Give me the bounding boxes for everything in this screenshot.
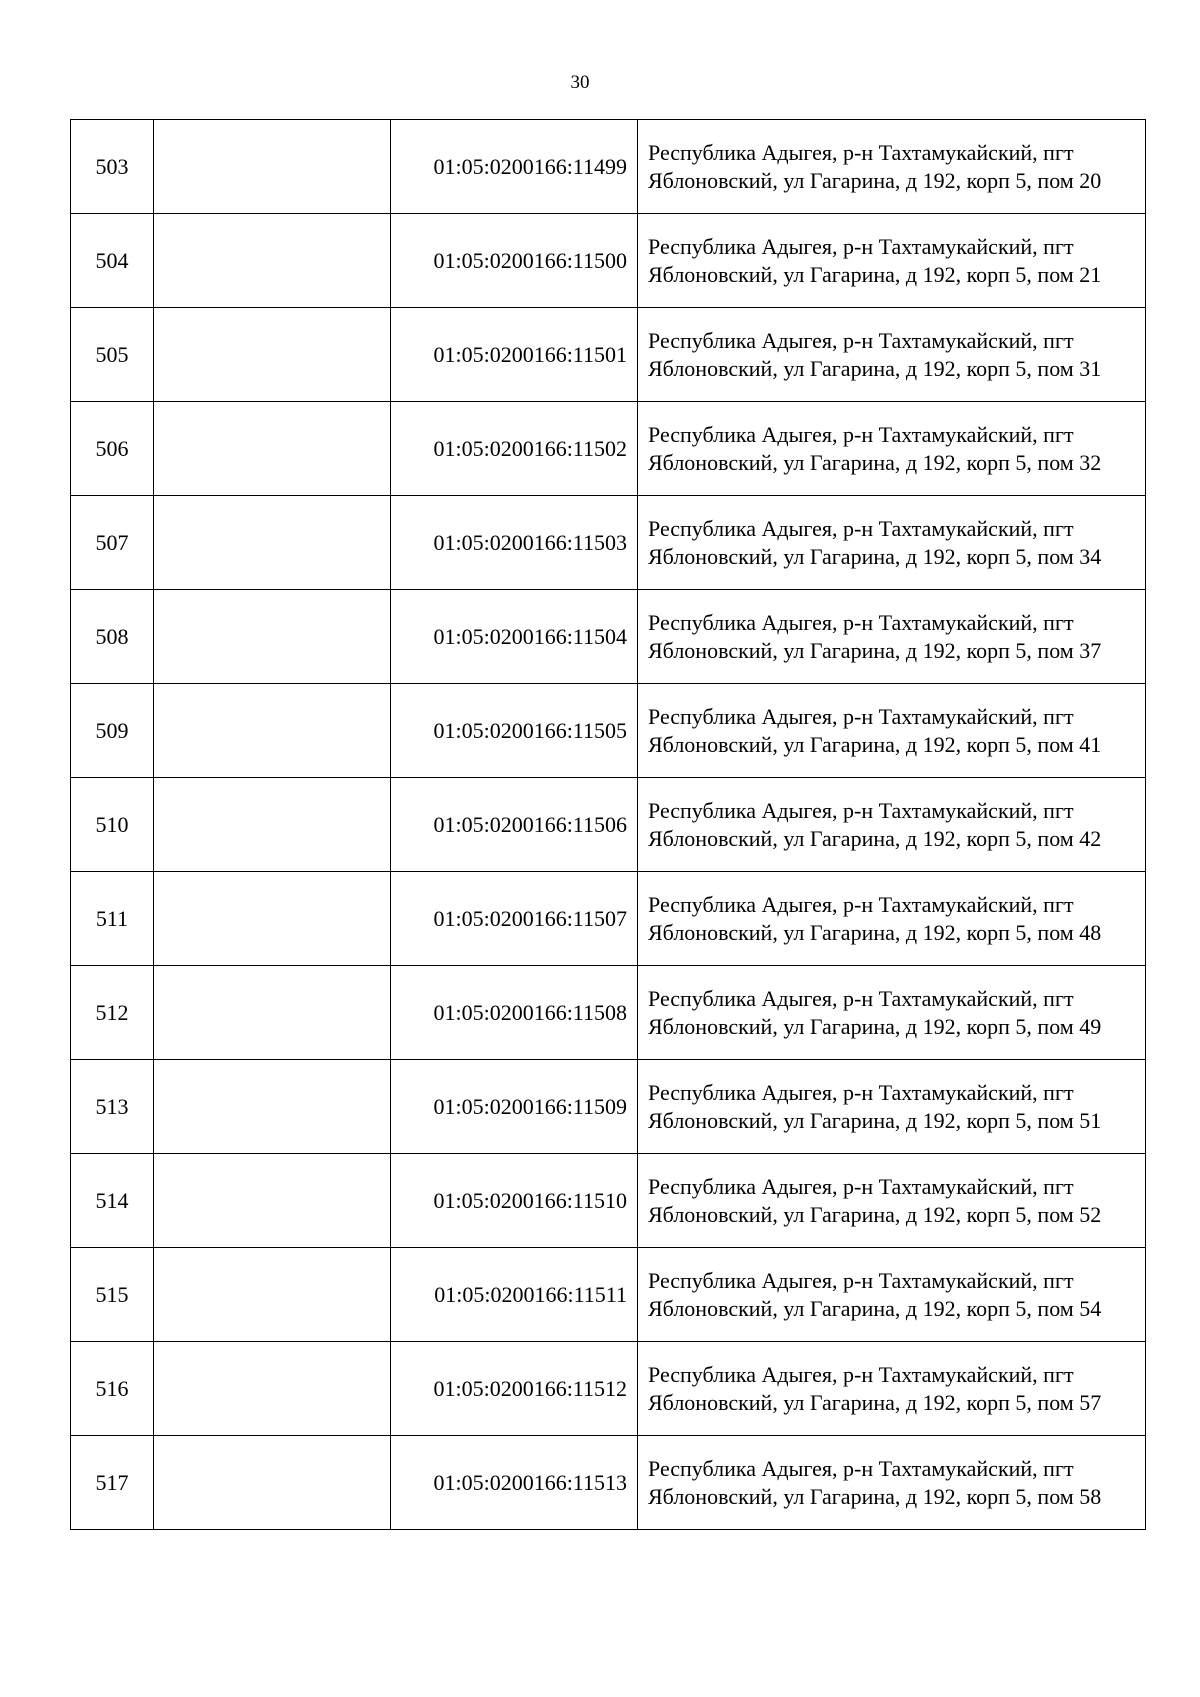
empty-cell [154,778,391,872]
table-row [71,1342,1146,1436]
empty-cell [154,966,391,1060]
row-number-cell: 507 [71,496,154,590]
empty-cell [154,1060,391,1154]
cadastral-number-cell: 01:05:0200166:11510 [391,1154,638,1248]
empty-cell [154,120,391,214]
table-row [71,120,1146,214]
row-number-cell: 510 [71,778,154,872]
address-cell: Республика Адыгея, р-н Тахтамукайский, пгт Яблоновский, ул Гагарина, д 192, корп 5, пом 32 [638,402,1146,496]
registry-table [70,119,1146,1530]
empty-cell [154,1436,391,1530]
empty-cell [154,590,391,684]
address-cell: Республика Адыгея, р-н Тахтамукайский, пгт Яблоновский, ул Гагарина, д 192, корп 5, пом 57 [638,1342,1146,1436]
address-cell: Республика Адыгея, р-н Тахтамукайский, пгт Яблоновский, ул Гагарина, д 192, корп 5, пом 52 [638,1154,1146,1248]
empty-cell [154,214,391,308]
table-row [71,778,1146,872]
table-row [71,1248,1146,1342]
row-number-cell: 511 [71,872,154,966]
cadastral-number-cell: 01:05:0200166:11503 [391,496,638,590]
row-number-cell: 505 [71,308,154,402]
cadastral-number-cell: 01:05:0200166:11511 [391,1248,638,1342]
row-number-cell: 506 [71,402,154,496]
address-cell: Республика Адыгея, р-н Тахтамукайский, пгт Яблоновский, ул Гагарина, д 192, корп 5, пом 37 [638,590,1146,684]
row-number-cell: 503 [71,120,154,214]
row-number-cell: 509 [71,684,154,778]
table-row [71,590,1146,684]
cadastral-number-cell: 01:05:0200166:11504 [391,590,638,684]
empty-cell [154,684,391,778]
row-number-cell: 512 [71,966,154,1060]
row-number-cell: 517 [71,1436,154,1530]
empty-cell [154,496,391,590]
row-number-cell: 513 [71,1060,154,1154]
address-cell: Республика Адыгея, р-н Тахтамукайский, пгт Яблоновский, ул Гагарина, д 192, корп 5, пом 20 [638,120,1146,214]
table-row [71,1060,1146,1154]
row-number-cell: 514 [71,1154,154,1248]
address-cell: Республика Адыгея, р-н Тахтамукайский, пгт Яблоновский, ул Гагарина, д 192, корп 5, пом 48 [638,872,1146,966]
cadastral-number-cell: 01:05:0200166:11505 [391,684,638,778]
address-cell: Республика Адыгея, р-н Тахтамукайский, пгт Яблоновский, ул Гагарина, д 192, корп 5, пом 31 [638,308,1146,402]
address-cell: Республика Адыгея, р-н Тахтамукайский, пгт Яблоновский, ул Гагарина, д 192, корп 5, пом 49 [638,966,1146,1060]
empty-cell [154,1154,391,1248]
registry-table-body [71,120,1146,1530]
table-row [71,402,1146,496]
address-cell: Республика Адыгея, р-н Тахтамукайский, пгт Яблоновский, ул Гагарина, д 192, корп 5, пом 21 [638,214,1146,308]
cadastral-number-cell: 01:05:0200166:11512 [391,1342,638,1436]
cadastral-number-cell: 01:05:0200166:11513 [391,1436,638,1530]
empty-cell [154,308,391,402]
page-number: 30 [570,72,590,93]
address-cell: Республика Адыгея, р-н Тахтамукайский, пгт Яблоновский, ул Гагарина, д 192, корп 5, пом 34 [638,496,1146,590]
cadastral-number-cell: 01:05:0200166:11507 [391,872,638,966]
table-row [71,684,1146,778]
table-row [71,1154,1146,1248]
empty-cell [154,1342,391,1436]
cadastral-number-cell: 01:05:0200166:11509 [391,1060,638,1154]
table-row [71,496,1146,590]
table-row [71,1436,1146,1530]
cadastral-number-cell: 01:05:0200166:11500 [391,214,638,308]
cadastral-number-cell: 01:05:0200166:11506 [391,778,638,872]
cadastral-number-cell: 01:05:0200166:11502 [391,402,638,496]
table-row [71,872,1146,966]
table-row [71,308,1146,402]
cadastral-number-cell: 01:05:0200166:11501 [391,308,638,402]
row-number-cell: 515 [71,1248,154,1342]
table-row [71,966,1146,1060]
row-number-cell: 516 [71,1342,154,1436]
empty-cell [154,402,391,496]
row-number-cell: 504 [71,214,154,308]
empty-cell [154,872,391,966]
address-cell: Республика Адыгея, р-н Тахтамукайский, пгт Яблоновский, ул Гагарина, д 192, корп 5, пом 42 [638,778,1146,872]
address-cell: Республика Адыгея, р-н Тахтамукайский, пгт Яблоновский, ул Гагарина, д 192, корп 5, пом 54 [638,1248,1146,1342]
address-cell: Республика Адыгея, р-н Тахтамукайский, пгт Яблоновский, ул Гагарина, д 192, корп 5, пом 41 [638,684,1146,778]
cadastral-number-cell: 01:05:0200166:11499 [391,120,638,214]
address-cell: Республика Адыгея, р-н Тахтамукайский, пгт Яблоновский, ул Гагарина, д 192, корп 5, пом 51 [638,1060,1146,1154]
empty-cell [154,1248,391,1342]
table-row [71,214,1146,308]
address-cell: Республика Адыгея, р-н Тахтамукайский, пгт Яблоновский, ул Гагарина, д 192, корп 5, пом 58 [638,1436,1146,1530]
cadastral-number-cell: 01:05:0200166:11508 [391,966,638,1060]
row-number-cell: 508 [71,590,154,684]
